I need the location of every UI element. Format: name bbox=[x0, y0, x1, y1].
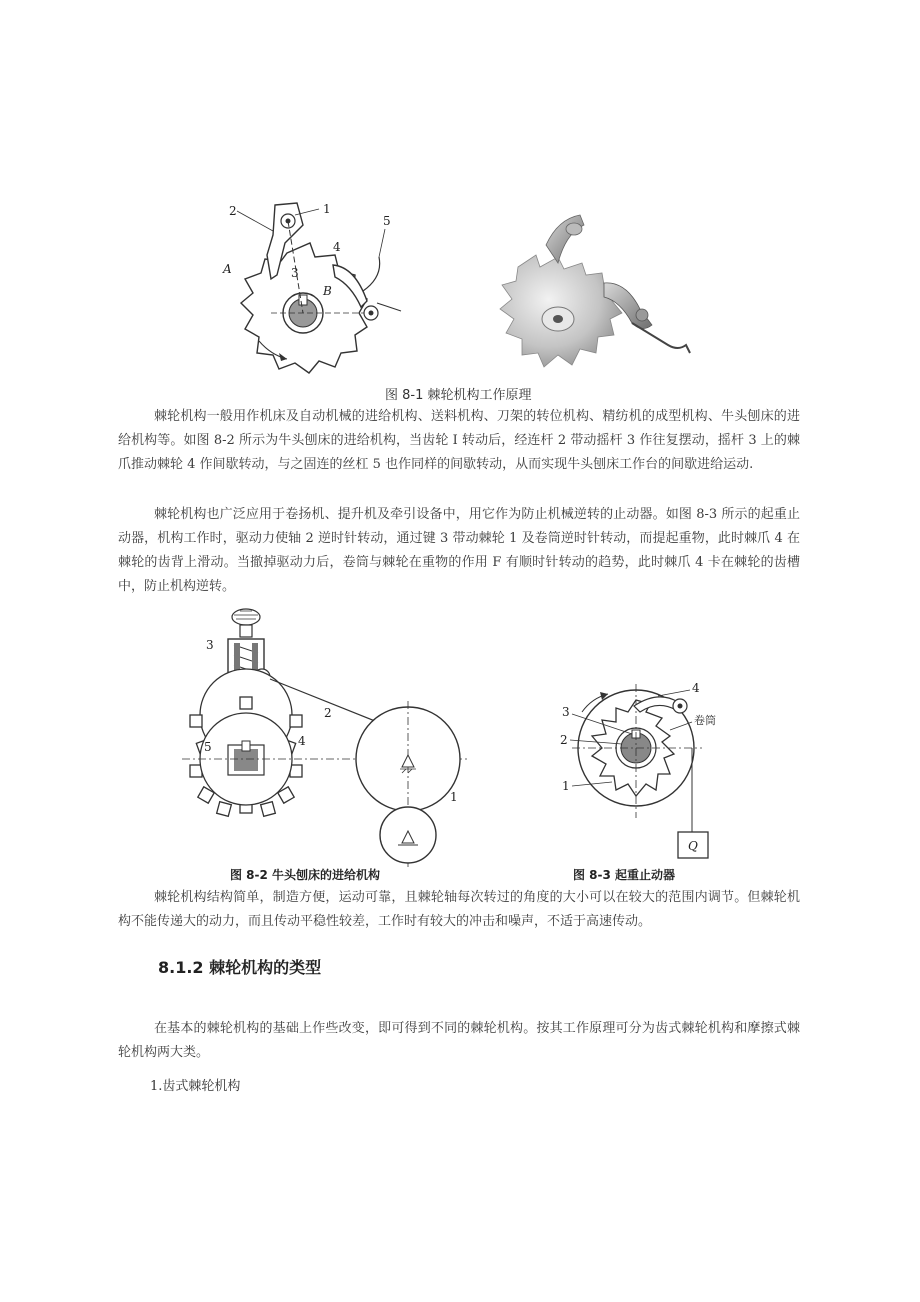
fig83-label-2: 2 bbox=[560, 733, 568, 747]
fig81-label-4: 4 bbox=[333, 240, 341, 254]
fig81-label-2: 2 bbox=[229, 204, 237, 218]
list-item-gear-ratchet: 1.齿式棘轮机构 bbox=[150, 1079, 241, 1094]
fig81-label-a: A bbox=[223, 262, 232, 276]
paragraph-2: 棘轮机构也广泛应用于卷扬机、提升机及牵引设备中，用它作为防止机械逆转的止动器。如图 8-3 所示的起重止动器，机构工作时，驱动力使轴 2 逆时针转动，通过键 3 带动棘轮 1 及卷筒逆时针转动，而提起重物，此时棘爪 4 在棘轮的齿背上滑动。当撤掉驱动力后，卷筒与棘轮在重物的作用 F 有顺时针转动的趋势，此时棘爪 4 卡在棘轮的齿槽中，防止机构逆转。 bbox=[118, 507, 800, 594]
fig81-label-b: B bbox=[323, 284, 332, 298]
fig81-label-5: 5 bbox=[383, 214, 391, 228]
figure-8-2-drawing bbox=[178, 605, 470, 867]
figure-8-2-caption: 图 8-2 牛头刨床的进给机构 bbox=[230, 868, 381, 882]
fig82-label-3: 3 bbox=[206, 638, 214, 652]
fig82-label-5: 5 bbox=[204, 740, 212, 754]
fig81-label-3: 3 bbox=[291, 266, 299, 280]
figure-8-1-caption: 图 8-1 棘轮机构工作原理 bbox=[385, 388, 532, 403]
figure-8-3-caption: 图 8-3 起重止动器 bbox=[573, 868, 676, 882]
figure-8-3-drawing bbox=[552, 678, 716, 860]
section-heading: 8.1.2 棘轮机构的类型 bbox=[158, 958, 322, 977]
paragraph-3: 棘轮机构结构简单，制造方便，运动可靠，且棘轮轴每次转过的角度的大小可以在较大的范围内调节。但棘轮机构不能传递大的动力，而且传动平稳性较差，工作时有较大的冲击和噪声，不适于高速传动。 bbox=[118, 890, 800, 929]
figure-8-1-schematic bbox=[215, 195, 415, 380]
paragraph-1: 棘轮机构一般用作机床及自动机械的进给机构、送料机构、刀架的转位机构、精纺机的成型机构、牛头刨床的进给机构等。如图 8-2 所示为牛头刨床的进给机构，当齿轮 I 转动后，经连杆 2 带动摇杆 3 作往复摆动，摇杆 3 上的棘爪推动棘轮 4 作间歇转动，与之固连的丝杠 5 也作同样的间歇转动，从而实现牛头刨床工作台的间歇进给运动. bbox=[118, 409, 800, 472]
figure-8-1-rendering bbox=[492, 205, 707, 385]
fig83-label-3: 3 bbox=[562, 705, 570, 719]
fig82-label-4: 4 bbox=[298, 734, 306, 748]
fig83-label-q: Q bbox=[688, 839, 698, 853]
fig83-label-4: 4 bbox=[692, 681, 700, 695]
paragraph-4: 在基本的棘轮机构的基础上作些改变，即可得到不同的棘轮机构。按其工作原理可分为齿式棘轮机构和摩擦式棘轮机构两大类。 bbox=[118, 1021, 800, 1060]
fig82-label-1: 1 bbox=[450, 790, 458, 804]
fig81-label-1: 1 bbox=[323, 202, 331, 216]
fig83-label-drum: 卷筒 bbox=[694, 714, 716, 727]
fig83-label-1: 1 bbox=[562, 779, 570, 793]
fig82-label-2: 2 bbox=[324, 706, 332, 720]
